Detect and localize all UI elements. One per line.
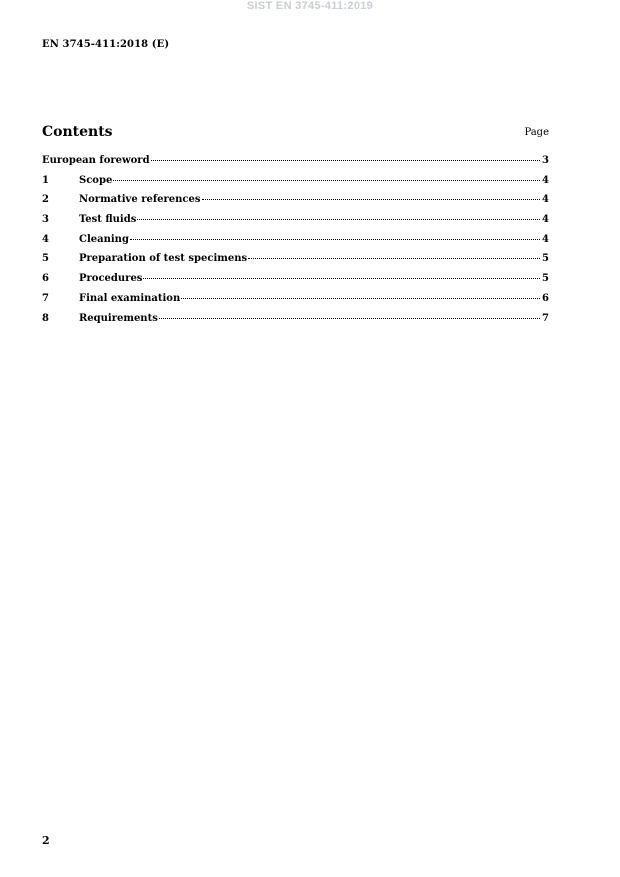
toc-leader (181, 297, 540, 299)
document-id: EN 3745-411:2018 (E) (42, 39, 170, 50)
toc-entry-page: 5 (542, 253, 549, 265)
toc-leader (137, 218, 540, 220)
toc-entry-number: 1 (42, 174, 49, 186)
toc-entry-page: 6 (542, 292, 549, 304)
toc-entry-number: 5 (42, 253, 49, 265)
toc-entry-title: Test fluids (79, 214, 137, 226)
page-column-label: Page (524, 127, 549, 138)
toc-entry-scope[interactable] (42, 175, 549, 195)
toc-entry-title: European foreword (42, 155, 150, 166)
toc-entry-number: 3 (42, 214, 49, 226)
toc-entry-page: 5 (542, 273, 549, 285)
toc-entry-title: Final examination (79, 292, 181, 304)
table-of-contents (42, 155, 549, 332)
toc-entry-title: Procedures (79, 273, 143, 285)
toc-entry-number: 8 (42, 312, 49, 324)
toc-entry-title: Preparation of test specimens (79, 253, 248, 265)
toc-entry-page: 4 (542, 214, 549, 226)
toc-entry-cleaning[interactable] (42, 234, 549, 254)
toc-entry-title: Requirements (79, 312, 158, 324)
toc-leader (143, 277, 540, 279)
toc-leader (130, 238, 540, 240)
toc-entry-number: 6 (42, 273, 49, 285)
toc-entry-page: 7 (542, 312, 549, 324)
page-number: 2 (42, 834, 50, 847)
toc-entry-requirements[interactable] (42, 313, 549, 333)
toc-leader (159, 317, 540, 319)
toc-entry-final-examination[interactable] (42, 293, 549, 313)
toc-entry-title: Cleaning (79, 233, 129, 245)
toc-leader (202, 198, 541, 200)
toc-entry-page: 4 (542, 194, 549, 206)
toc-leader (151, 159, 540, 161)
contents-heading: Contents (42, 124, 113, 140)
toc-leader (248, 257, 540, 259)
watermark: SIST EN 3745-411:2019 (246, 0, 374, 12)
toc-entry-european-foreword[interactable] (42, 155, 549, 175)
toc-entry-preparation-of-test-specimens[interactable] (42, 253, 549, 273)
toc-entry-number: 7 (42, 292, 49, 304)
toc-entry-number: 2 (42, 194, 49, 206)
toc-leader (113, 179, 540, 181)
toc-entry-page: 3 (542, 155, 549, 166)
toc-entry-title: Scope (79, 174, 113, 186)
toc-entry-normative-references[interactable] (42, 194, 549, 214)
toc-entry-test-fluids[interactable] (42, 214, 549, 234)
toc-entry-number: 4 (42, 233, 49, 245)
toc-entry-page: 4 (542, 233, 549, 245)
toc-entry-page: 4 (542, 174, 549, 186)
toc-entry-procedures[interactable] (42, 273, 549, 293)
toc-entry-title: Normative references (79, 194, 201, 206)
